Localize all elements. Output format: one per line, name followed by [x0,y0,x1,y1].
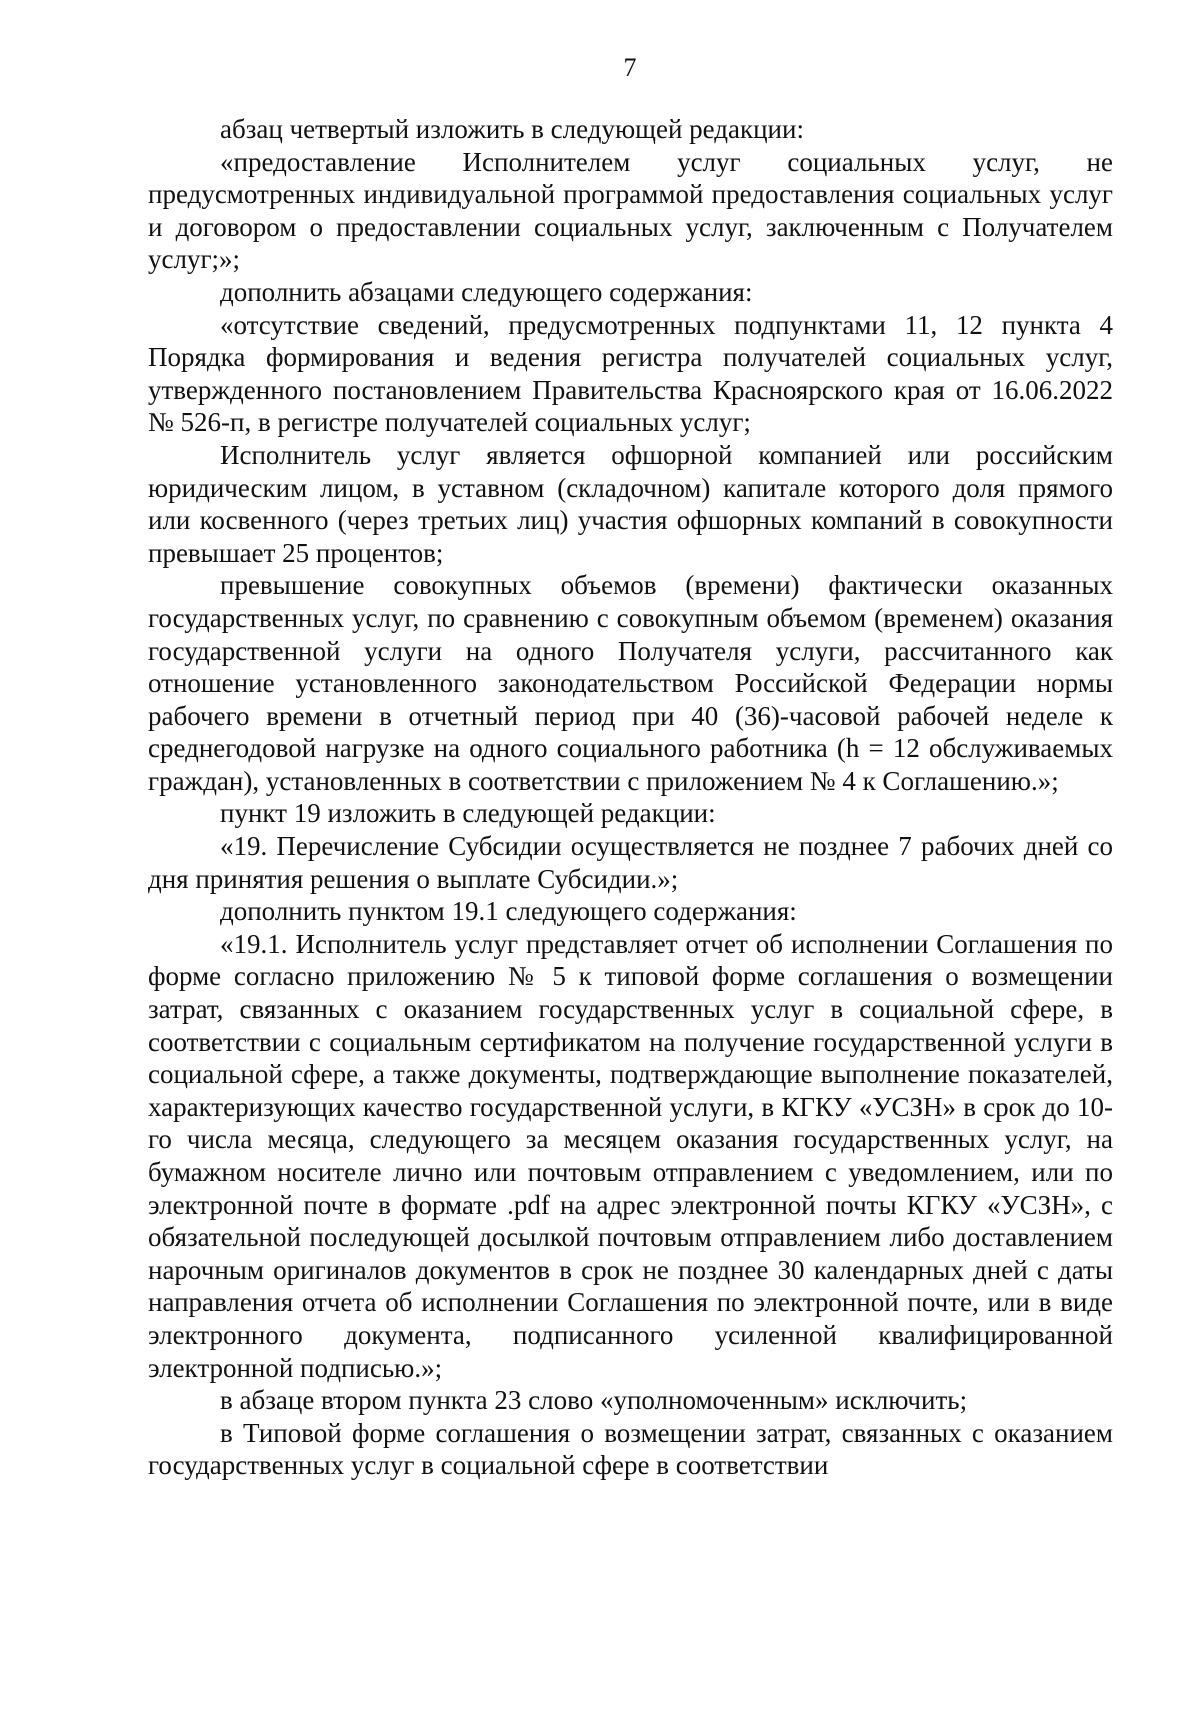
paragraph: «отсутствие сведений, предусмотренных подпунктами 11, 12 пункта 4 Порядка формирования и ведения регистра получателей социальных услуг, утвержденного постановлением Правительства Красноярского края от 16.06.2022 № 526-п, в регистре получателей социальных услуг; [148,309,1113,438]
paragraph: в абзаце втором пункта 23 слово «уполномоченным» исключить; [220,1385,968,1416]
paragraph: дополнить пунктом 19.1 следующего содержания: [220,896,797,927]
paragraph: «предоставление Исполнителем услуг социальных услуг, не предусмотренных индивидуальной программой предоставления социальных услуг и договором о предоставлении социальных услуг, заключенным с Получателем услуг;»; [148,146,1113,275]
page-number: 7 [623,53,637,82]
paragraph: «19. Перечисление Субсидии осуществляется не позднее 7 рабочих дней со дня принятия решения о выплате Субсидии.»; [148,831,1113,894]
paragraph: пункт 19 изложить в следующей редакции: [220,798,716,829]
paragraph: дополнить абзацами следующего содержания: [220,276,753,307]
paragraph: превышение совокупных объемов (времени) фактически оказанных государственных услуг, по сравнению с совокупным объемом (временем) оказания государственной услуги на одного Получателя услуги, рассчитанного как отношение установленного законодательством Российской Федерации нормы рабочего времени в отчетный период при 40 (36)-часовой рабочей неделе к среднегодовой нагрузке на одного социального работника (h = 12 обслуживаемых граждан), установленных в соответствии с приложением № 4 к Соглашению.»; [148,570,1113,796]
document-body [148,113,1113,1482]
paragraph: «19.1. Исполнитель услуг представляет отчет об исполнении Соглашения по форме согласно приложению № 5 к типовой форме соглашения о возмещении затрат, связанных с оказанием государственных услуг в социальной сфере, в соответствии с социальным сертификатом на получение государственной услуги в социальной сфере, а также документы, подтверждающие выполнение показателей, характеризующих качество государственной услуги, в КГКУ «УСЗН» в срок до 10-го числа месяца, следующего за месяцем оказания государственных услуг, на бумажном носителе лично или почтовым отправлением с уведомлением, или по электронной почте в формате .pdf на адрес электронной почты КГКУ «УСЗН», с обязательной последующей досылкой почтовым отправлением либо доставлением нарочным оригиналов документов в срок не позднее 30 календарных дней с даты направления отчета об исполнении Соглашения по электронной почте, или в виде электронного документа, подписанного усиленной квалифицированной электронной подписью.»; [148,928,1113,1383]
paragraph: в Типовой форме соглашения о возмещении затрат, связанных с оказанием государственных услуг в социальной сфере в соответствии [148,1417,1113,1481]
paragraph: Исполнитель услуг является офшорной компанией или российским юридическим лицом, в уставном (складочном) капитале которого доля прямого или косвенного (через третьих лиц) участия офшорных компаний в совокупности превышает 25 процентов; [148,439,1113,568]
paragraph: абзац четвертый изложить в следующей редакции: [220,114,804,144]
